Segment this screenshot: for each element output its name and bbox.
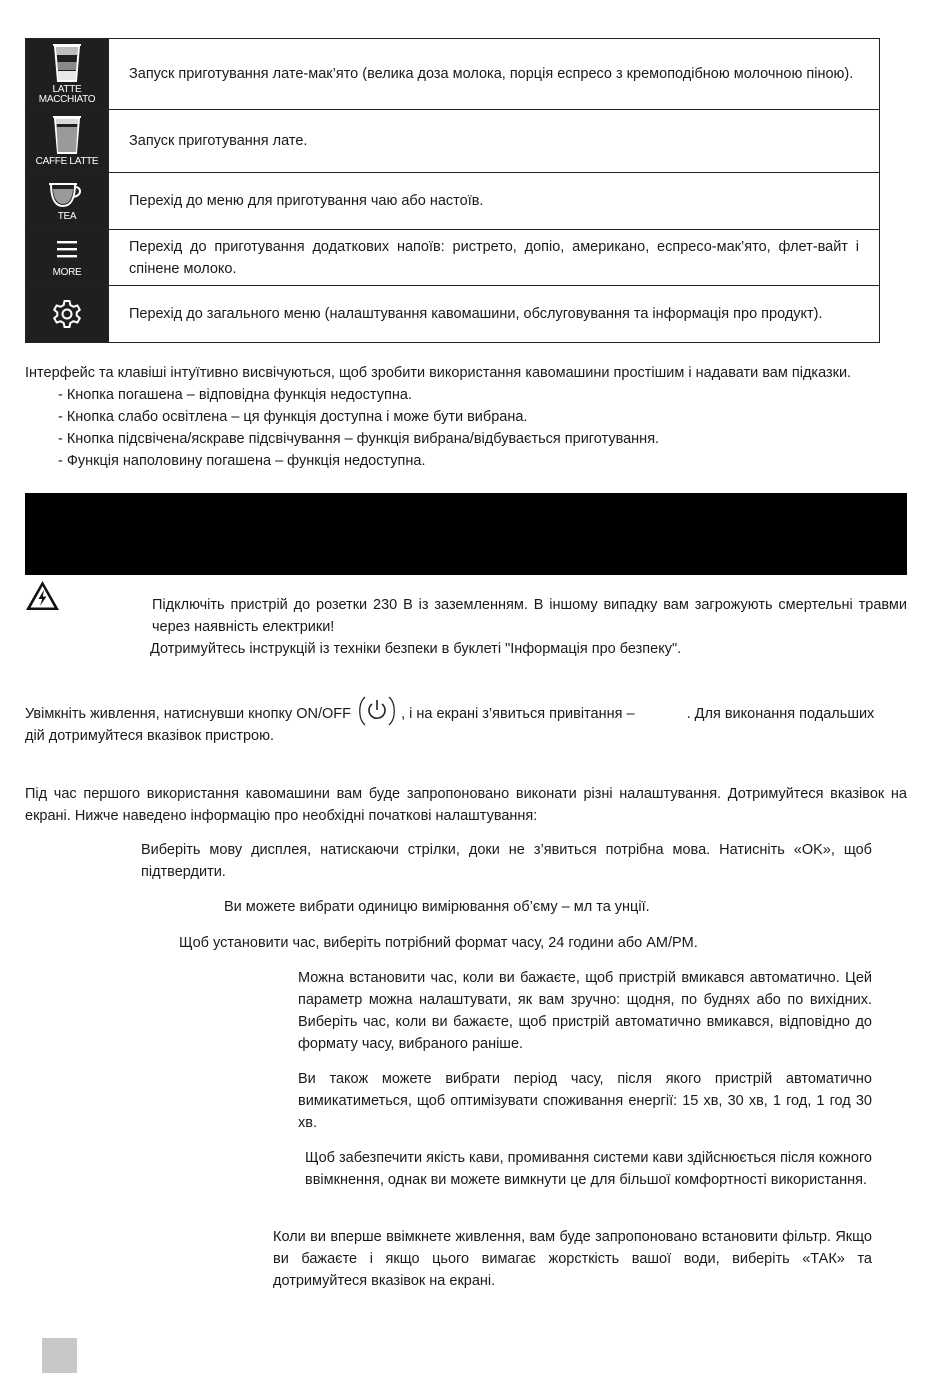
latte-macchiato-glass-icon	[52, 43, 82, 83]
electric-hazard-icon	[25, 580, 60, 611]
settings-description: Перехід до загального меню (налаштування кавомашини, обслуговування та інформація про продукт).	[109, 286, 880, 343]
icon-label: CAFFE LATTE	[35, 156, 99, 167]
gear-icon	[51, 298, 83, 330]
setting-filter: Коли ви вперше ввімкнете живлення, вам буде запропоновано встановити фільтр. Якщо ви бажаєте і якщо цього вимагає жорсткість вашої води, виберіть «ТАК» та дотримуйтеся вказівок на екрані.	[273, 1229, 872, 1289]
more-button-cell	[26, 230, 109, 286]
buttons-table	[25, 38, 880, 343]
latte-macchiato-description: Запуск приготування лате-мак’ято (велика доза молока, порція еспресо з кремоподібною молочною піною).	[109, 39, 880, 110]
power-on-text-middle: , і на екрані з’явиться привітання –	[401, 706, 635, 722]
setting-auto-on: Можна встановити час, коли ви бажаєте, щоб пристрій вмикався автоматично. Цей параметр можна налаштувати, як вам зручно: щодня, по буднях або по вихідних. Виберіть час, коли ви бажаєте, щоб пристрій автоматично вмикався, відповідно до формату часу, вибраного раніше.	[298, 970, 872, 1052]
list-item: - Кнопка підсвічена/яскраве підсвічування – функція вибрана/відбувається приготування.	[58, 431, 660, 447]
warning-safety-text: Дотримуйтесь інструкцій із техніки безпеки в буклеті "Інформація про безпеку".	[150, 641, 682, 657]
setting-language: Виберіть мову дисплея, натискаючи стрілки, доки не з’явиться потрібна мова. Натисніть «OK», щоб підтвердити.	[141, 842, 872, 880]
power-on-line	[25, 703, 907, 725]
list-item: - Кнопка слабо освітлена – ця функція доступна і може бути вибрана.	[58, 409, 528, 425]
setting-rinse: Щоб забезпечити якість кави, промивання системи кави здійснюється після кожного ввімкнення, однак ви можете вимкнути це для більшої комфортності використання.	[305, 1150, 872, 1188]
caffe-latte-description: Запуск приготування лате.	[109, 110, 880, 173]
latte-macchiato-button-cell	[26, 39, 109, 110]
list-item: - Функція наполовину погашена – функція недоступна.	[58, 453, 426, 469]
icon-label: LATTE	[52, 84, 82, 95]
icon-label: MACCHIATO	[38, 94, 96, 105]
power-on-text-after: . Для виконання подальших	[686, 706, 875, 722]
tea-button-cell	[26, 173, 109, 230]
interface-intro: Інтерфейс та клавіші інтуїтивно висвічуються, щоб зробити використання кавомашини простішим і надавати вам підказки.	[25, 365, 852, 381]
caffe-latte-button-cell	[26, 110, 109, 173]
caffe-latte-glass-icon	[52, 115, 82, 155]
icon-label: TEA	[57, 211, 77, 222]
section-header-bar	[25, 493, 907, 575]
list-item: - Кнопка погашена – відповідна функція недоступна.	[58, 387, 412, 403]
tea-description: Перехід до меню для приготування чаю або настоїв.	[109, 173, 880, 230]
tea-cup-icon	[47, 180, 87, 210]
first-use-intro: Під час першого використання кавомашини вам буде запропоновано виконати різні налаштування. Дотримуйтеся вказівок на екрані. Нижче наведено інформацію про необхідні початкові налаштування:	[25, 786, 907, 824]
power-on-line-2: дій дотримуйтеся вказівок пристрою.	[25, 728, 275, 744]
table-row	[26, 173, 880, 230]
power-on-text-before: Увімкніть живлення, натиснувши кнопку ON/OFF	[25, 706, 351, 722]
warning-grounding-text: Підключіть пристрій до розетки 230 В із заземленням. В іншому випадку вам загрожують смертельні травми через наявність електрики!	[152, 597, 907, 635]
page-number-box	[42, 1338, 77, 1373]
interface-bullet-list	[58, 384, 918, 472]
setting-auto-off: Ви також можете вибрати період часу, після якого пристрій автоматично вимикатиметься, щоб оптимізувати споживання енергії: 15 хв, 30 хв, 1 год, 1 год 30 хв.	[298, 1071, 872, 1131]
setting-units: Ви можете вибрати одиницю вимірювання об’єму – мл та унції.	[224, 899, 650, 915]
more-description: Перехід до приготування додаткових напоїв: ристрето, допіо, американо, еспресо-мак’ято, флет-вайт і спінене молоко.	[109, 230, 880, 286]
icon-label: MORE	[52, 266, 82, 278]
table-row	[26, 110, 880, 173]
menu-icon	[55, 238, 79, 260]
table-row	[26, 286, 880, 343]
settings-button-cell	[26, 286, 109, 343]
setting-time: Щоб установити час, виберіть потрібний формат часу, 24 години або AM/PM.	[179, 935, 698, 951]
table-row	[26, 39, 880, 110]
table-row	[26, 230, 880, 286]
